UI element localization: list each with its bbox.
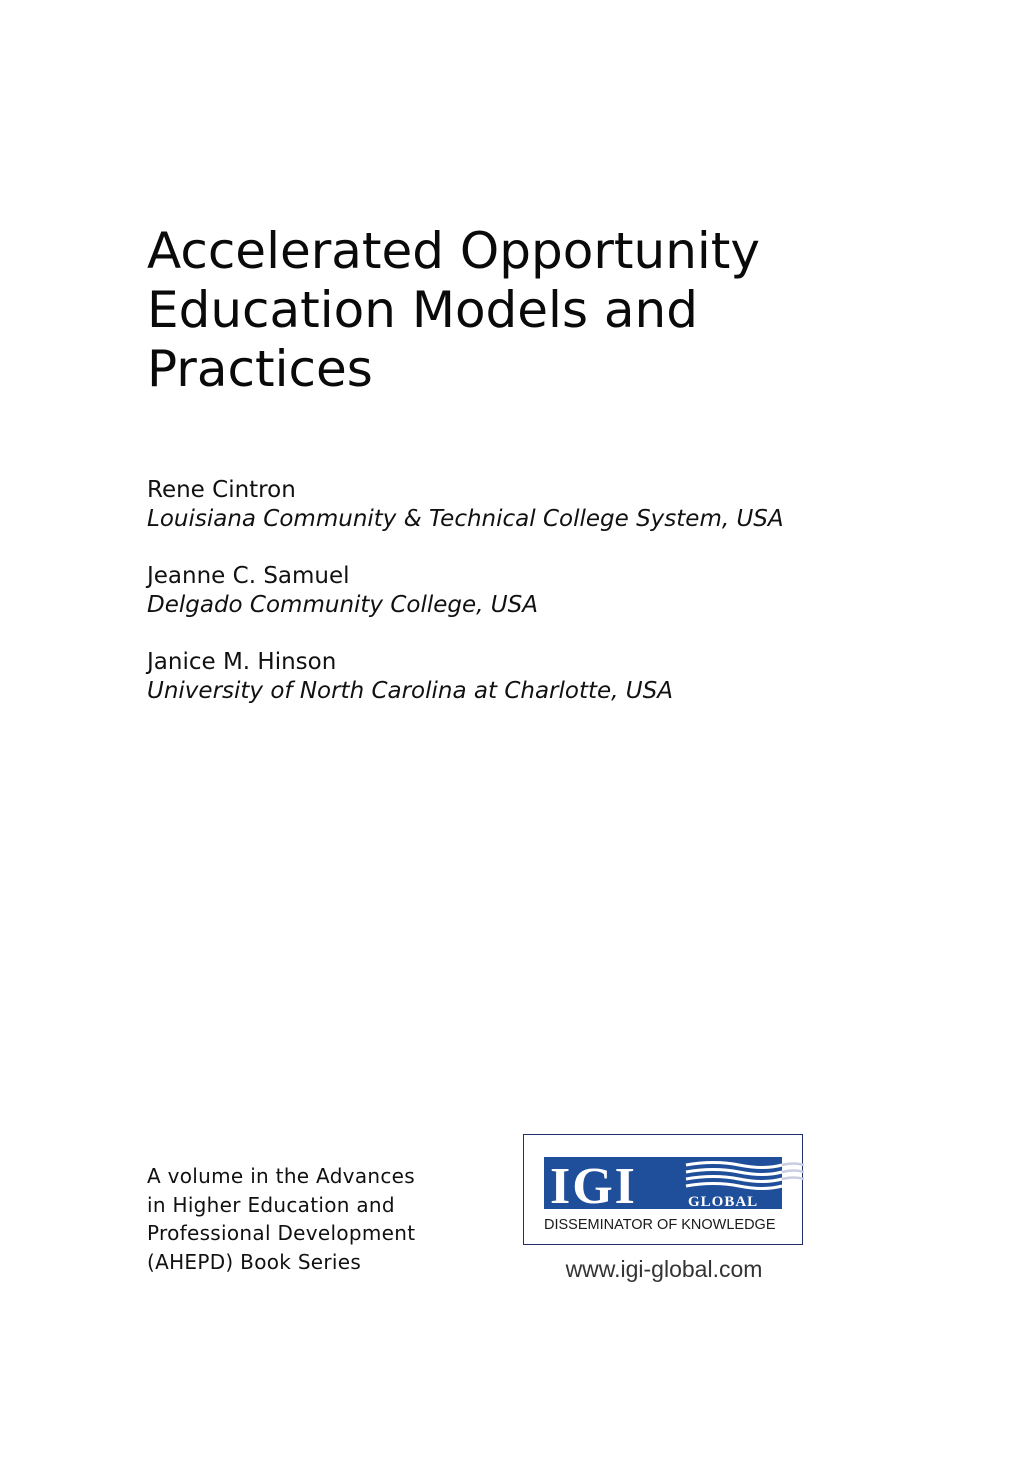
author-affiliation: University of North Carolina at Charlotte, USA: [147, 678, 673, 704]
author-entry: [147, 562, 907, 620]
logo-global-text: GLOBAL: [688, 1194, 759, 1210]
author-name: Janice M. Hinson: [147, 649, 337, 675]
author-name: Jeanne C. Samuel: [147, 563, 350, 589]
series-note-line: (AHEPD) Book Series: [147, 1249, 362, 1274]
author-list: [147, 476, 907, 734]
faded-wave-lines-icon: [782, 1164, 804, 1180]
book-title-line: Practices: [147, 340, 373, 398]
author-affiliation: Louisiana Community & Technical College System, USA: [147, 506, 784, 532]
publisher-url[interactable]: www.igi-global.com: [565, 1256, 763, 1282]
author-entry: [147, 648, 907, 706]
igi-global-logo-graphic: [524, 1135, 804, 1246]
igi-global-logo: [523, 1134, 803, 1245]
book-title-line: Education Models and: [147, 281, 698, 339]
series-note-line: A volume in the Advances: [147, 1164, 415, 1188]
logo-igi-text: IGI: [550, 1158, 637, 1215]
book-series-note: [147, 1162, 487, 1276]
book-title: [147, 222, 867, 399]
author-entry: [147, 476, 907, 534]
book-title-line: Accelerated Opportunity: [147, 222, 760, 280]
series-note-line: Professional Development: [147, 1221, 416, 1245]
series-note-line: in Higher Education and: [147, 1192, 395, 1217]
logo-tagline: DISSEMINATOR OF KNOWLEDGE: [544, 1217, 776, 1233]
author-affiliation: Delgado Community College, USA: [147, 592, 538, 618]
author-name: Rene Cintron: [147, 477, 296, 503]
